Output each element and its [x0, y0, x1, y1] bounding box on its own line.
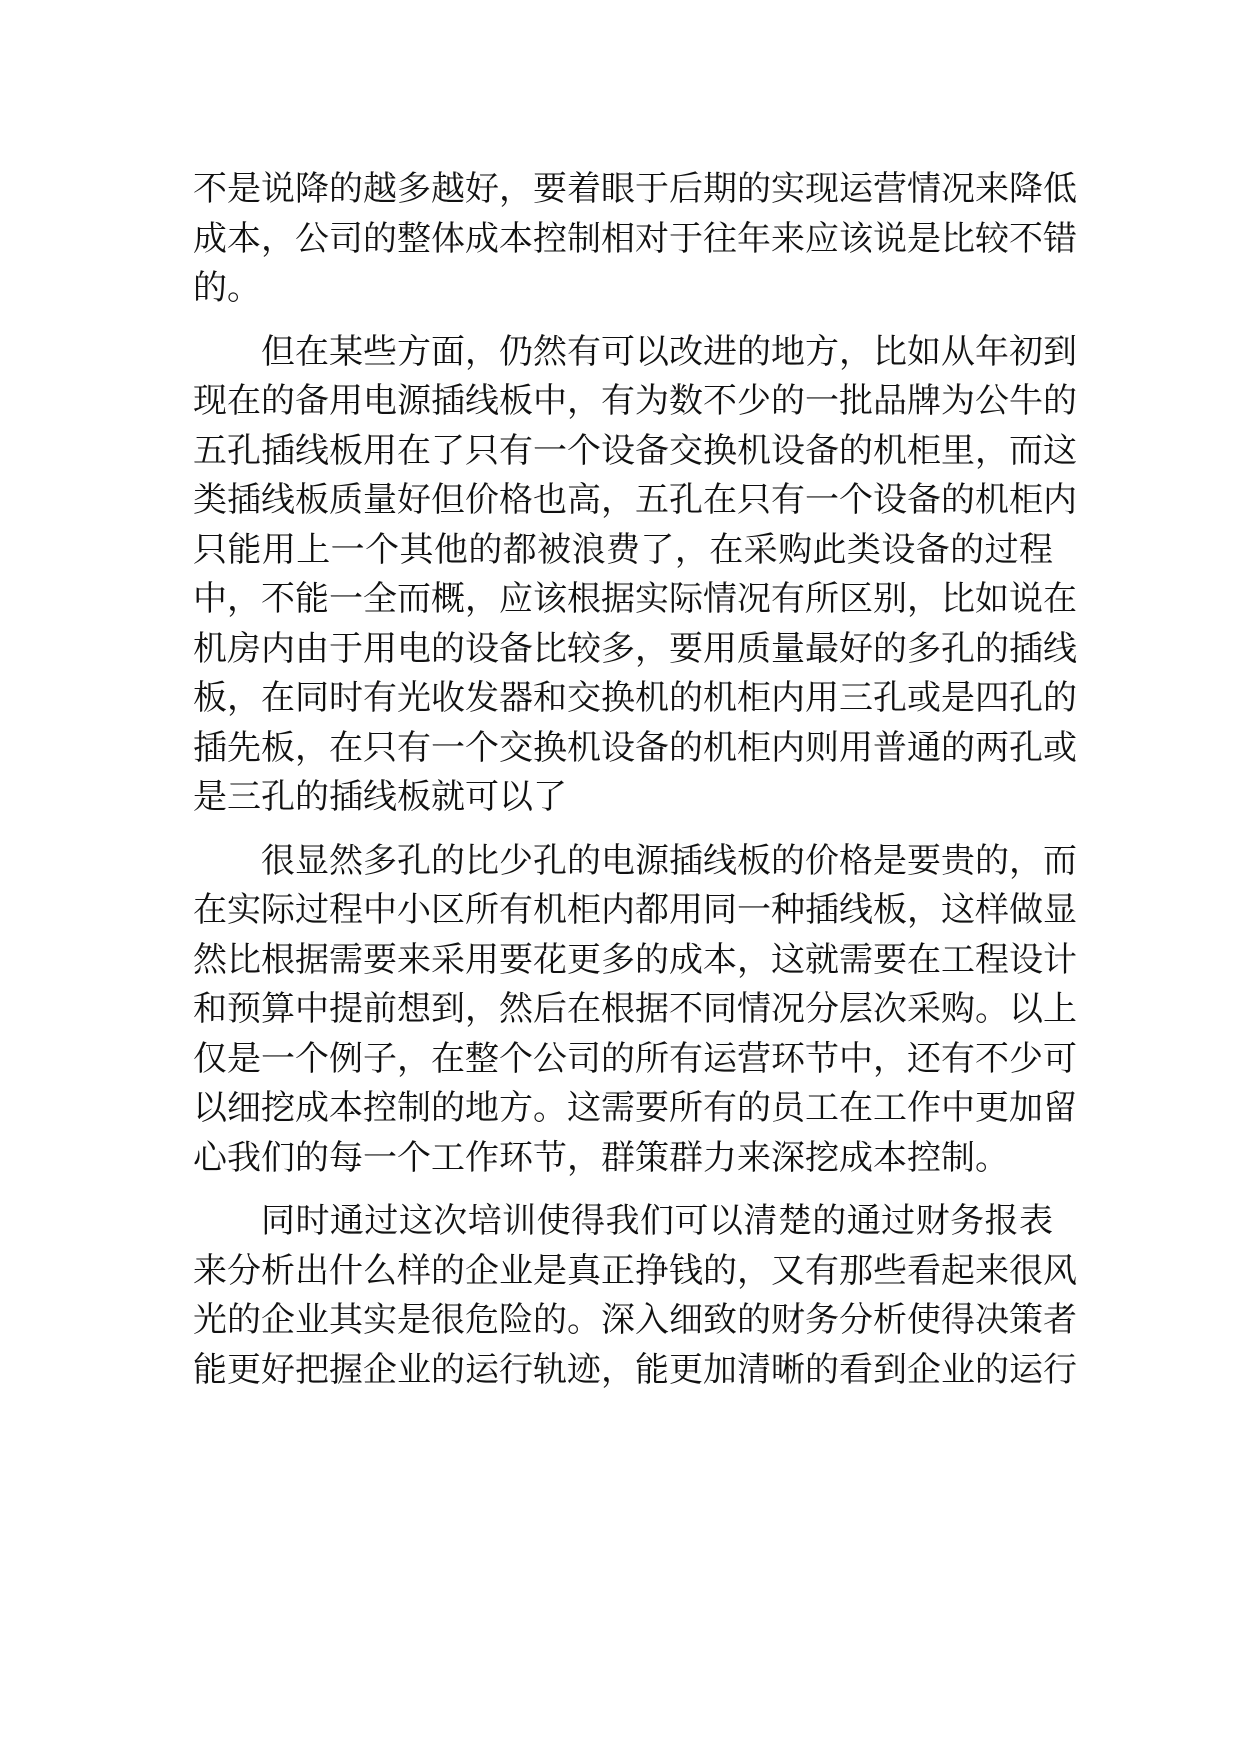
- paragraph-3: [193, 837, 1077, 1184]
- text-line: 的。: [193, 268, 261, 308]
- text-line: 心我们的每一个工作环节，群策群力来深挖成本控制。: [193, 1137, 1009, 1178]
- text-line: 很显然多孔的比少孔的电源插线板的价格是要贵的，而: [261, 840, 1077, 881]
- paragraph-2: [193, 328, 1077, 823]
- text-line: 是三孔的插线板就可以了: [193, 777, 567, 817]
- text-line: 现在的备用电源插线板中，有为数不少的一批品牌为公牛的: [193, 381, 1077, 421]
- text-line: 机房内由于用电的设备比较多，要用质量最好的多孔的插线: [193, 628, 1077, 669]
- text-line: 来分析出什么样的企业是真正挣钱的，又有那些看起来很风: [193, 1250, 1077, 1291]
- text-line: 板，在同时有光收发器和交换机的机柜内用三孔或是四孔的: [193, 678, 1077, 718]
- text-line: 同时通过这次培训使得我们可以清楚的通过财务报表: [261, 1201, 1053, 1241]
- text-line: 能更好把握企业的运行轨迹，能更加清晰的看到企业的运行: [193, 1349, 1077, 1390]
- text-line: 五孔插线板用在了只有一个设备交换机设备的机柜里，而这: [193, 430, 1077, 471]
- text-line: 类插线板质量好但价格也高，五孔在只有一个设备的机柜内: [193, 480, 1077, 520]
- text-line: 光的企业其实是很危险的。深入细致的财务分析使得决策者: [193, 1300, 1077, 1340]
- text-line: 只能用上一个其他的都被浪费了，在采购此类设备的过程: [193, 529, 1053, 570]
- paragraph-1: [193, 165, 1077, 314]
- paragraph-4: [193, 1197, 1077, 1395]
- text-line: 和预算中提前想到，然后在根据不同情况分层次采购。以上: [193, 989, 1077, 1029]
- text-line: 但在某些方面，仍然有可以改进的地方，比如从年初到: [261, 331, 1077, 372]
- text-line: 插先板，在只有一个交换机设备的机柜内则用普通的两孔或: [193, 727, 1077, 768]
- text-line: 然比根据需要来采用要花更多的成本，这就需要在工程设计: [193, 939, 1077, 980]
- text-line: 不是说降的越多越好，要着眼于后期的实现运营情况来降低: [193, 169, 1077, 209]
- text-line: 成本，公司的整体成本控制相对于往年来应该说是比较不错: [193, 218, 1077, 259]
- text-line: 中，不能一全而概，应该根据实际情况有所区别，比如说在: [193, 579, 1077, 619]
- document-body: [193, 165, 1077, 1409]
- text-line: 以细挖成本控制的地方。这需要所有的员工在工作中更加留: [193, 1088, 1077, 1128]
- text-line: 仅是一个例子，在整个公司的所有运营环节中，还有不少可: [193, 1038, 1077, 1079]
- text-line: 在实际过程中小区所有机柜内都用同一种插线板，这样做显: [193, 890, 1077, 930]
